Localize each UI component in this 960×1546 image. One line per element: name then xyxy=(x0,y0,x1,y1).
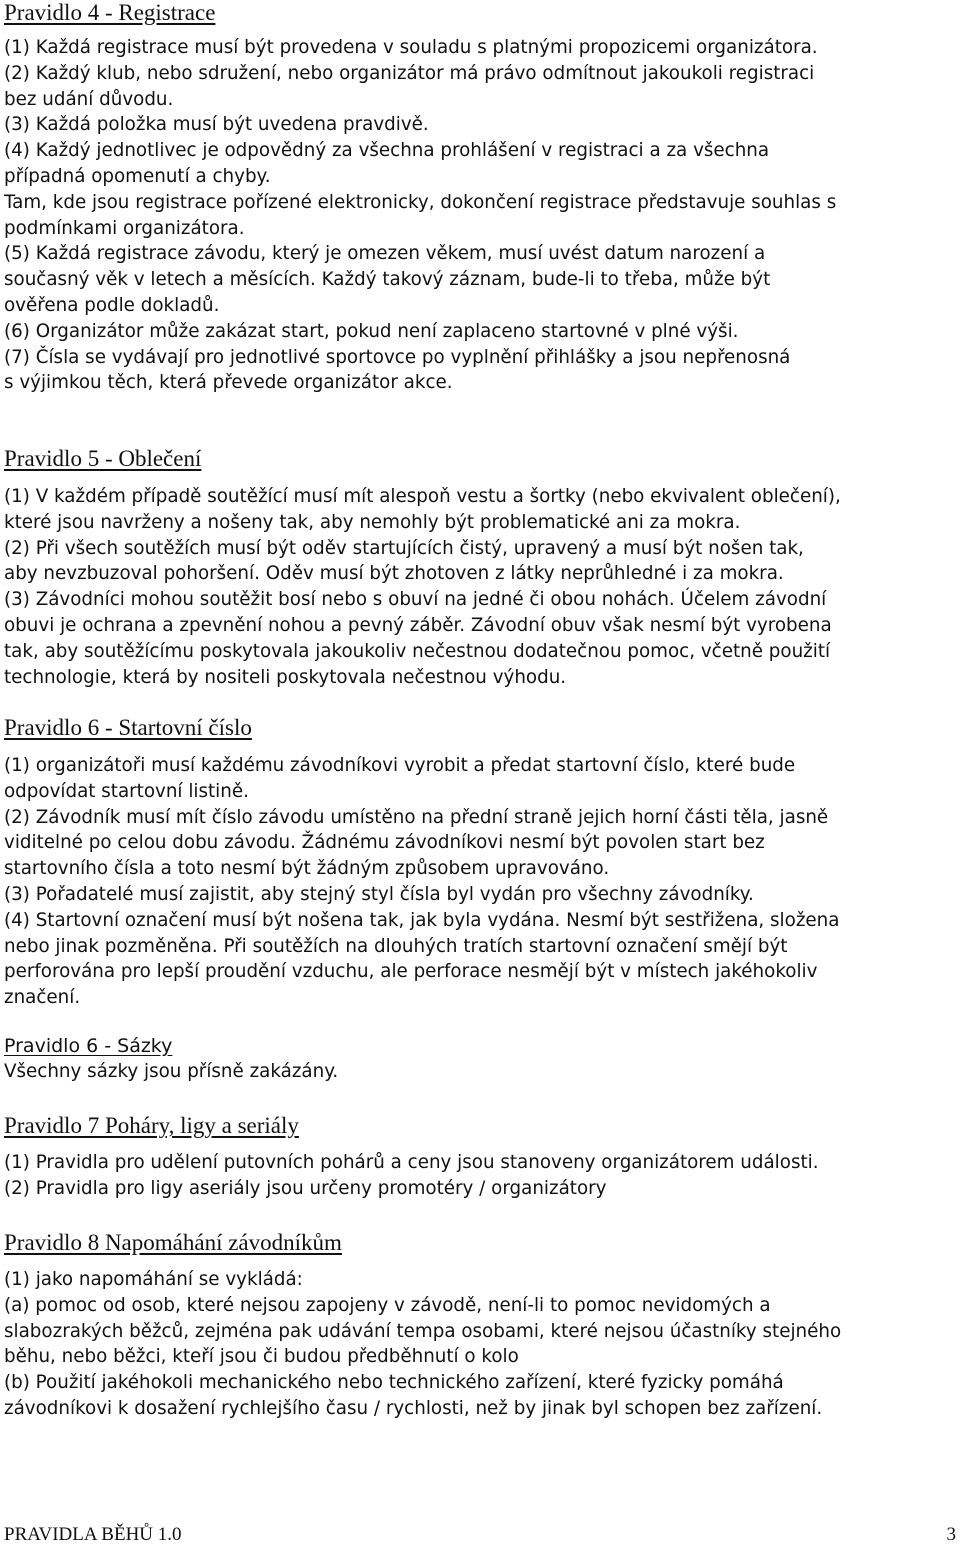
section-body xyxy=(4,1267,956,1422)
text-line: (3) Pořadatelé musí zajistit, aby stejný styl čísla byl vydán pro všechny závodníky. xyxy=(4,883,754,905)
text-line: (2) Pravidla pro ligy aseriály jsou určeny promotéry / organizátory xyxy=(4,1177,607,1199)
section-sazky xyxy=(4,1033,956,1085)
text-line: bez udání důvodu. xyxy=(4,88,174,110)
text-line: (5) Každá registrace závodu, který je omezen věkem, musí uvést datum narození a xyxy=(4,243,766,265)
section-body xyxy=(4,753,956,1011)
text-line: (3) Závodníci mohou soutěžit bosí nebo s obuví na jedné či obou nohách. Účelem závodní xyxy=(4,589,827,611)
text-line: Všechny sázky jsou přísně zakázány. xyxy=(4,1061,339,1082)
text-line: ověřena podle dokladů. xyxy=(4,294,220,316)
text-line: (6) Organizátor může zakázat start, pokud není zaplaceno startovné v plné výši. xyxy=(4,320,739,342)
section-heading: Pravidlo 8 Napomáhání závodníkům xyxy=(4,1230,342,1255)
footer-title: PRAVIDLA BĚHŮ 1.0 xyxy=(4,1524,182,1545)
text-line: (1) V každém případě soutěžící musí mít alespoň vestu a šortky (nebo ekvivalent oblečení), xyxy=(4,486,841,507)
text-line: závodníkovi k dosažení rychlejšího času / rychlosti, než by jinak byl schopen bez zařízení. xyxy=(4,1397,823,1419)
text-line: (b) Použití jakéhokoli mechanického nebo technického zařízení, které fyzicky pomáhá xyxy=(4,1372,784,1394)
section-registrace xyxy=(4,0,956,396)
section-body xyxy=(4,1150,956,1202)
text-line: (a) pomoc od osob, které nejsou zapojeny v závodě, není-li to pomoc nevidomých a xyxy=(4,1294,771,1316)
section-heading: Pravidlo 5 - Oblečení xyxy=(4,446,202,471)
text-line: (2) Při všech soutěžích musí být oděv startujících čistý, upravený a musí být nošen tak, xyxy=(4,537,804,559)
text-line: značení. xyxy=(4,987,81,1009)
text-line: (1) jako napomáhání se vykládá: xyxy=(4,1269,303,1290)
text-line: slabozrakých běžců, zejména pak udávání tempa osobami, které nejsou účastníky stejného xyxy=(4,1320,842,1342)
text-line: aby nevzbuzoval pohoršení. Oděv musí být zhotoven z látky neprůhledné i za mokra. xyxy=(4,563,784,585)
text-line: (7) Čísla se vydávají pro jednotlivé sportovce po vyplnění přihlášky a jsou nepřenosná xyxy=(4,346,791,368)
text-line: podmínkami organizátora. xyxy=(4,217,245,239)
text-line: (1) Pravidla pro udělení putovních pohárů a ceny jsou stanoveny organizátorem události. xyxy=(4,1152,819,1173)
text-line: s výjimkou těch, která převede organizátor akce. xyxy=(4,372,453,394)
text-line: nebo jinak pozměněna. Při soutěžích na dlouhých tratích startovní označení smějí být xyxy=(4,935,788,957)
text-line: (1) organizátoři musí každému závodníkovi vyrobit a předat startovní číslo, které bude xyxy=(4,755,796,776)
text-line: případná opomenutí a chyby. xyxy=(4,165,271,187)
section-heading: Pravidlo 7 Poháry, ligy a seriály xyxy=(4,1113,299,1138)
page-number: 3 xyxy=(946,1524,956,1545)
text-line: tak, aby soutěžícímu poskytovala jakoukoliv nečestnou dodatečnou pomoc, včetně použití xyxy=(4,640,831,662)
text-line: současný věk v letech a měsících. Každý takový záznam, bude-li to třeba, může být xyxy=(4,269,771,291)
section-heading: Pravidlo 6 - Sázky xyxy=(4,1035,173,1057)
text-line: odpovídat startovní listině. xyxy=(4,780,249,802)
section-body xyxy=(4,1059,956,1085)
text-line: které jsou navrženy a nošeny tak, aby nemohly být problematické ani za mokra. xyxy=(4,511,741,533)
text-line: (3) Každá položka musí být uvedena pravdivě. xyxy=(4,114,429,136)
section-napomahani xyxy=(4,1230,956,1422)
text-line: (4) Startovní označení musí být nošena tak, jak byla vydána. Nesmí být sestřižena, složena xyxy=(4,909,840,931)
text-line: perforována pro lepší proudění vzduchu, ale perforace nesmějí být v místech jakéhokoliv xyxy=(4,961,818,983)
text-line: (2) Závodník musí mít číslo závodu umístěno na přední straně jejich horní části těla, jasně xyxy=(4,806,829,828)
section-obleceni xyxy=(4,446,956,690)
text-line: technologie, která by nositeli poskytovala nečestnou výhodu. xyxy=(4,666,567,688)
text-line: startovního čísla a toto nesmí být žádným způsobem upravováno. xyxy=(4,858,610,880)
section-pohary xyxy=(4,1113,956,1202)
section-startovni-cislo xyxy=(4,715,956,1011)
section-body xyxy=(4,35,956,396)
text-line: (2) Každý klub, nebo sdružení, nebo organizátor má právo odmítnout jakoukoli registraci xyxy=(4,62,815,84)
section-body xyxy=(4,484,956,690)
section-heading: Pravidlo 6 - Startovní číslo xyxy=(4,715,252,740)
text-line: obuvi je ochrana a zpevnění nohou a pevný záběr. Závodní obuv však nesmí být vyrobena xyxy=(4,614,832,636)
text-line: (1) Každá registrace musí být provedena v souladu s platnými propozicemi organizátora. xyxy=(4,37,818,58)
text-line: běhu, nebo běžci, kteří jsou či budou předběhnutí o kolo xyxy=(4,1346,519,1368)
section-heading: Pravidlo 4 - Registrace xyxy=(4,0,216,25)
text-line: (4) Každý jednotlivec je odpovědný za všechna prohlášení v registraci a za všechna xyxy=(4,140,770,162)
text-line: viditelné po celou dobu závodu. Žádnému závodníkovi nesmí být povolen start bez xyxy=(4,832,765,854)
text-line: Tam, kde jsou registrace pořízené elektronicky, dokončení registrace představuje souhlas s xyxy=(4,191,837,213)
